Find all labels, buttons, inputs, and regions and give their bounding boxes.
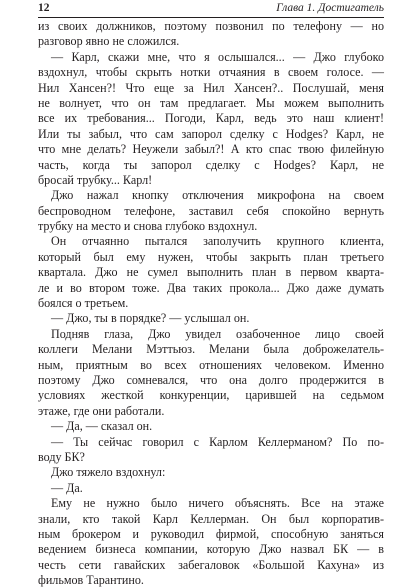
text-line: бросай трубку... Карл!: [38, 172, 153, 187]
text-line: из своих должников, поэтому позвонил по телефону — но: [38, 19, 384, 33]
text-line: ным, приятным во всех отношениях человеком. Именно: [38, 357, 384, 372]
text-line: все их требования... Погоди, Карл, ведь это наш клиент!: [38, 111, 384, 126]
text-line: боялся о третьем.: [38, 296, 129, 311]
text-line: поэтому Джо сомневался, что она долго продержится в: [38, 372, 384, 387]
text-line: — Да.: [51, 480, 83, 495]
body-text: [38, 19, 384, 588]
text-line: коллеги Мелани Мэттьюз. Мелани была доброжелатель-: [38, 342, 384, 357]
text-line: — Ты сейчас говорил с Карлом Келлерманом? По по-: [51, 434, 384, 449]
text-line: часть, когда ты запорол сделку с Hodges? Карл, не: [38, 157, 384, 172]
text-line: Или ты забыл, что сам запорол сделку с Hodges? Карл, не: [38, 126, 384, 141]
text-line: квартала. Джо не сумел выполнить план в первом кварта-: [38, 265, 384, 280]
text-line: условиях жесткой конкуренции, царившей на седьмом: [38, 388, 384, 403]
running-head: [38, 0, 384, 18]
text-line: Он отчаянно пытался заполучить крупного клиента,: [51, 234, 384, 249]
text-line: который был ему нужен, чтобы закрыть план третьего: [38, 249, 384, 264]
text-line: этаже, где они работали.: [38, 403, 165, 418]
text-line: честь сети гавайских забегаловок «Большой Кахуна» из: [38, 557, 384, 572]
text-line: Подняв глаза, Джо увидел озабоченное лицо своей: [51, 326, 384, 341]
text-line: Ему не нужно было ничего объяснять. Все на этаже: [51, 496, 384, 511]
text-line: — Джо, ты в порядке? — услышал он.: [51, 311, 250, 326]
text-line: Джо нажал кнопку отключения микрофона на своем: [51, 188, 384, 203]
book-page: [38, 0, 384, 588]
text-line: фильмов Тарантино.: [38, 573, 144, 588]
text-line: трубку на место и снова глубоко вздохнул.: [38, 219, 258, 234]
text-line: — Да, — сказал он.: [51, 419, 153, 434]
text-line: беспроводном телефоне, заставил себя спокойно вернуть: [38, 203, 384, 218]
text-line: разговор явно не сложился.: [38, 34, 180, 49]
text-line: ведением бизнеса компании, которую Джо назвал БК — в: [38, 542, 384, 557]
page-number: 12: [38, 2, 50, 14]
text-line: вздохнул, чтобы скрыть нотки отчаяния в своем голосе. —: [38, 65, 384, 80]
text-line: знали, кто такой Карл Келлерман. Он был корпоратив-: [38, 511, 384, 526]
text-line: Нил Хансен?! Что еще за Нил Хансен?.. Послушай, меня: [38, 80, 384, 95]
chapter-title: Глава 1. Достигатель: [276, 2, 384, 14]
text-line: ным брокером и руководил фирмой, способную заняться: [38, 526, 384, 541]
text-line: Джо тяжело вздохнул:: [51, 465, 166, 480]
text-line: не волнует, что он там предлагает. Мы можем выполнить: [38, 95, 384, 110]
text-line: что мне делать? Неужели забыл?! А кто спас твою филейную: [38, 142, 384, 157]
text-line: воду БК?: [38, 449, 85, 464]
text-line: — Карл, скажи мне, что я ослышался... — Джо глубоко: [51, 49, 384, 64]
text-line: ле и во втором тоже. Два таких прокола... Джо даже думать: [38, 280, 384, 295]
